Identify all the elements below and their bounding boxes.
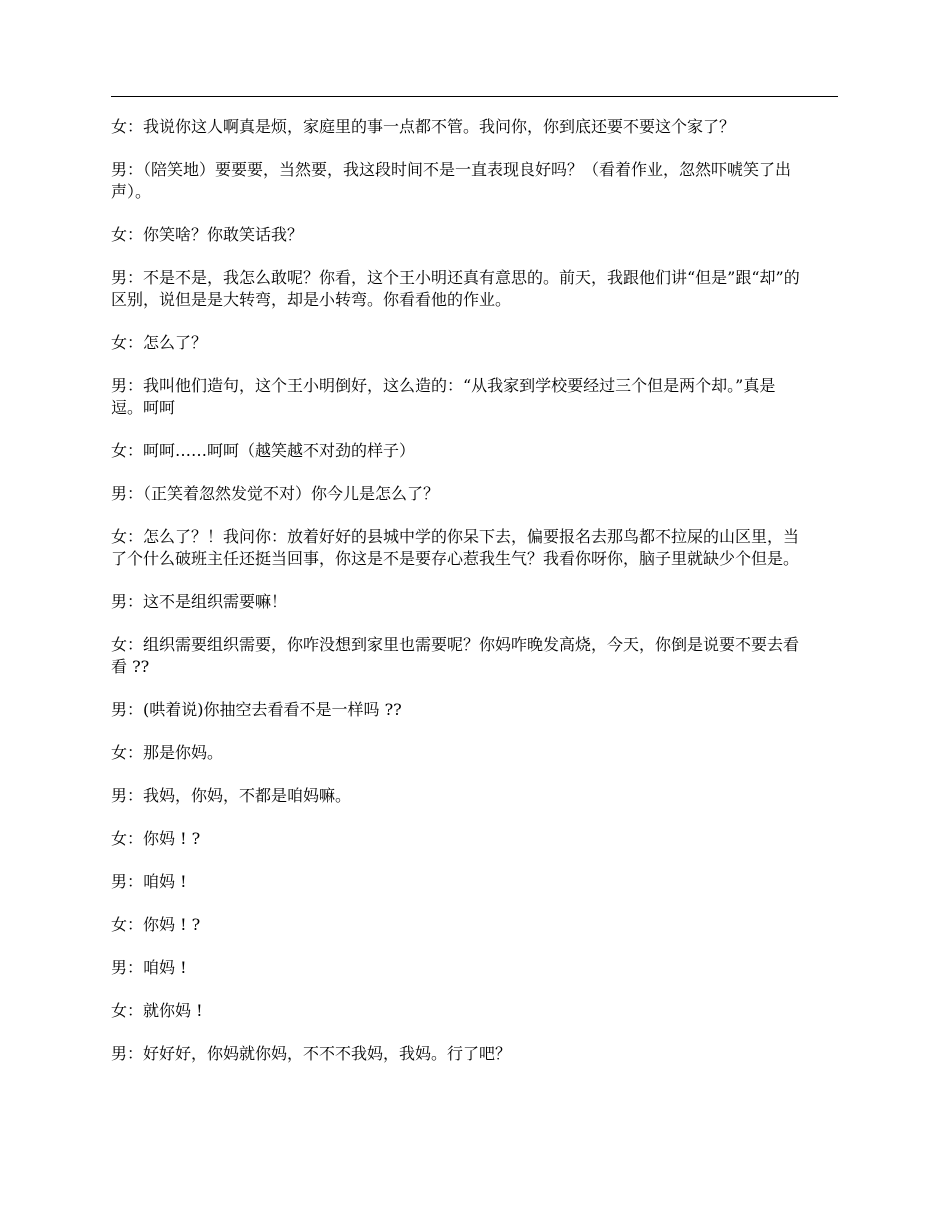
dialogue-line: 男：咱妈 ! [111, 872, 187, 891]
dialogue-line: 男：我妈，你妈，不都是咱妈嘛。 [111, 786, 352, 805]
dialogue-line: 男：这不是组织需要嘛！ [111, 592, 288, 611]
dialogue-line: 女：你笑啥？你敢笑话我？ [111, 225, 304, 244]
dialogue-line: 女：怎么了？ [111, 333, 208, 352]
dialogue-line: 女：怎么了？！我问你：放着好好的县城中学的你呆下去，偏要报名去那鸟都不拉屎的山区里，当了个什么破班主任还挺当回事，你这是不是要存心惹我生气？我看你呀你，脑子里就缺少个但是。 [111, 527, 800, 568]
dialogue-text [111, 116, 801, 1086]
dialogue-line: 女：就你妈 ! [111, 1001, 203, 1020]
dialogue-line: 女：那是你妈。 [111, 743, 224, 762]
dialogue-line: 男：不是不是，我怎么敢呢？你看，这个王小明还真有意思的。前天，我跟他们讲“但是”跟“却”的区别，说但是是大转弯，却是小转弯。你看看他的作业。 [111, 268, 800, 309]
dialogue-line: 女：呵呵……呵呵（越笑越不对劲的样子） [111, 441, 416, 460]
dialogue-line: 男：咱妈 ! [111, 958, 187, 977]
dialogue-line: 男：（正笑着忽然发觉不对）你今儿是怎么了？ [111, 484, 440, 503]
dialogue-line: 女：你妈 ! ? [111, 915, 201, 934]
dialogue-line: 女：组织需要组织需要，你咋没想到家里也需要呢？你妈咋晚发高烧，今天，你倒是说要不要去看看 ?? [111, 635, 800, 676]
dialogue-line: 女：我说你这人啊真是烦，家庭里的事一点都不管。我问你，你到底还要不要这个家了？ [111, 117, 736, 136]
dialogue-line: 男：(哄着说)你抽空去看看不是一样吗 ?? [111, 700, 402, 719]
dialogue-line: 男：（陪笑地）要要要，当然要，我这段时间不是一直表现良好吗？（看着作业，忽然吓唬笑了出声）。 [111, 160, 792, 201]
dialogue-line: 男：好好好，你妈就你妈，不不不我妈，我妈。行了吧？ [111, 1044, 512, 1063]
header-divider [111, 96, 838, 97]
dialogue-line: 男：我叫他们造句，这个王小明倒好，这么造的：“从我家到学校要经过三个但是两个却。”真是逗。呵呵 [111, 376, 776, 417]
dialogue-line: 女：你妈 ! ? [111, 829, 201, 848]
